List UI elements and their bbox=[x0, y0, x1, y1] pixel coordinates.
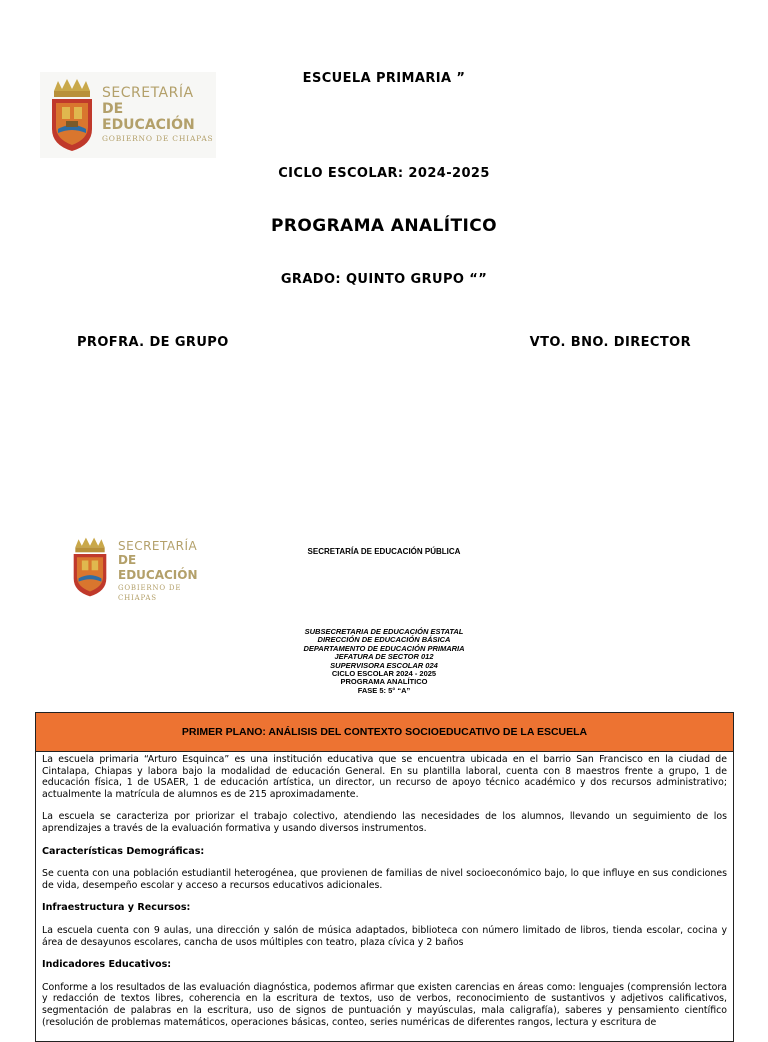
teacher-signature-label: PROFRA. DE GRUPO bbox=[77, 335, 229, 350]
logo-line-secretaria: SECRETARÍA bbox=[102, 84, 194, 101]
logo-line-educacion: DE EDUCACIÓN bbox=[102, 100, 195, 133]
heading-indicators: Indicadores Educativos: bbox=[42, 959, 172, 971]
paragraph-intro: La escuela primaria “Arturo Esquinca” es una institución educativa que se encuentra ubicada en el barrio San Francisco en la ciudad de Cintalapa, Chiapas y labora bajo la modalidad de educación General. En su plantilla laboral, cuenta con 8 maestros frente a grupo, 1 de educación física, 1 de USAER, 1 de educación artística, un director, un recurso de apoyo técnico académico y dos recursos administrativo; actualmente la matrícula de alumnos es de 215 aproximadamente. bbox=[42, 754, 727, 800]
header-line: DEPARTAMENTO DE EDUCACIÓN PRIMARIA bbox=[303, 643, 465, 653]
table-body bbox=[36, 752, 733, 1028]
director-signature-label: VTO. BNO. DIRECTOR bbox=[529, 335, 691, 350]
paragraph-collective: La escuela se caracteriza por priorizar el trabajo colectivo, atendiendo las necesidades de los alumnos, llevando un seguimiento de los aprendizajes a través de la evaluación formativa y usando diversos instrumentos. bbox=[42, 811, 727, 834]
heading-demographics: Características Demográficas: bbox=[42, 845, 205, 857]
header-line: PROGRAMA ANALÍTICO bbox=[340, 677, 428, 687]
school-name: ESCUELA PRIMARIA ” bbox=[302, 71, 466, 86]
document-title: PROGRAMA ANALÍTICO bbox=[271, 216, 497, 236]
grade-group: GRADO: QUINTO GRUPO “” bbox=[280, 272, 488, 287]
logo-line-gobierno: GOBIERNO DE CHIAPAS bbox=[118, 583, 182, 602]
header-line: JEFATURA DE SECTOR 012 bbox=[334, 652, 434, 662]
chiapas-seal-icon bbox=[68, 536, 112, 598]
paragraph-infrastructure: La escuela cuenta con 9 aulas, una dirección y salón de música adaptados, biblioteca con número limitado de libros, tienda escolar, cocina y área de desayunos escolares, cancha de usos múltiples con teatro, plaza cívica y 2 baños bbox=[42, 924, 727, 948]
chiapas-seal-icon bbox=[48, 77, 96, 153]
heading-infrastructure: Infraestructura y Recursos: bbox=[42, 902, 191, 914]
paragraph-demographics: Se cuenta con una población estudiantil heterogénea, que provienen de familias de nivel socioeconómico bajo, lo que influye en sus condiciones de vida, desempeño escolar y acceso a recursos educativos adicionales. bbox=[42, 868, 727, 891]
header-line: DIRECCIÓN DE EDUCACIÓN BÁSICA bbox=[317, 635, 451, 645]
logo-line-educacion: DE EDUCACIÓN bbox=[118, 552, 198, 582]
table-header: PRIMER PLANO: ANÁLISIS DEL CONTEXTO SOCIOEDUCATIVO DE LA ESCUELA bbox=[36, 713, 733, 752]
school-cycle: CICLO ESCOLAR: 2024-2025 bbox=[278, 166, 490, 181]
header-line: FASE 5: 5° “A” bbox=[357, 685, 411, 695]
institution-header-lines bbox=[0, 628, 768, 695]
header-line: SUPERVISORA ESCOLAR 024 bbox=[330, 660, 438, 670]
context-analysis-table bbox=[35, 712, 734, 1042]
header-line: CICLO ESCOLAR 2024 - 2025 bbox=[331, 668, 437, 678]
paragraph-indicators: Conforme a los resultados de las evaluación diagnóstica, podemos afirmar que existen carencias en áreas como: lenguajes (comprensión lectora y redacción de textos libres, coherencia en la escritura de textos, uso de verbos, reconocimiento de sustantivos y adjetivos calificativos, segmentación de palabras en la escritura, uso de signos de puntuación y mayúsculas, mala caligrafía), saberes y pensamiento científico (resolución de problemas matemáticos, operaciones básicas, conteo, series numéricas de diferentes rangos, lectura y escritura de bbox=[42, 981, 727, 1028]
header-line: SUBSECRETARIA DE EDUCACIÓN ESTATAL bbox=[304, 627, 464, 636]
logo-line-gobierno: GOBIERNO DE CHIAPAS bbox=[102, 133, 214, 143]
logo-line-secretaria: SECRETARÍA bbox=[118, 538, 198, 553]
sep-heading: SECRETARÍA DE EDUCACIÓN PÚBLICA bbox=[307, 547, 461, 556]
